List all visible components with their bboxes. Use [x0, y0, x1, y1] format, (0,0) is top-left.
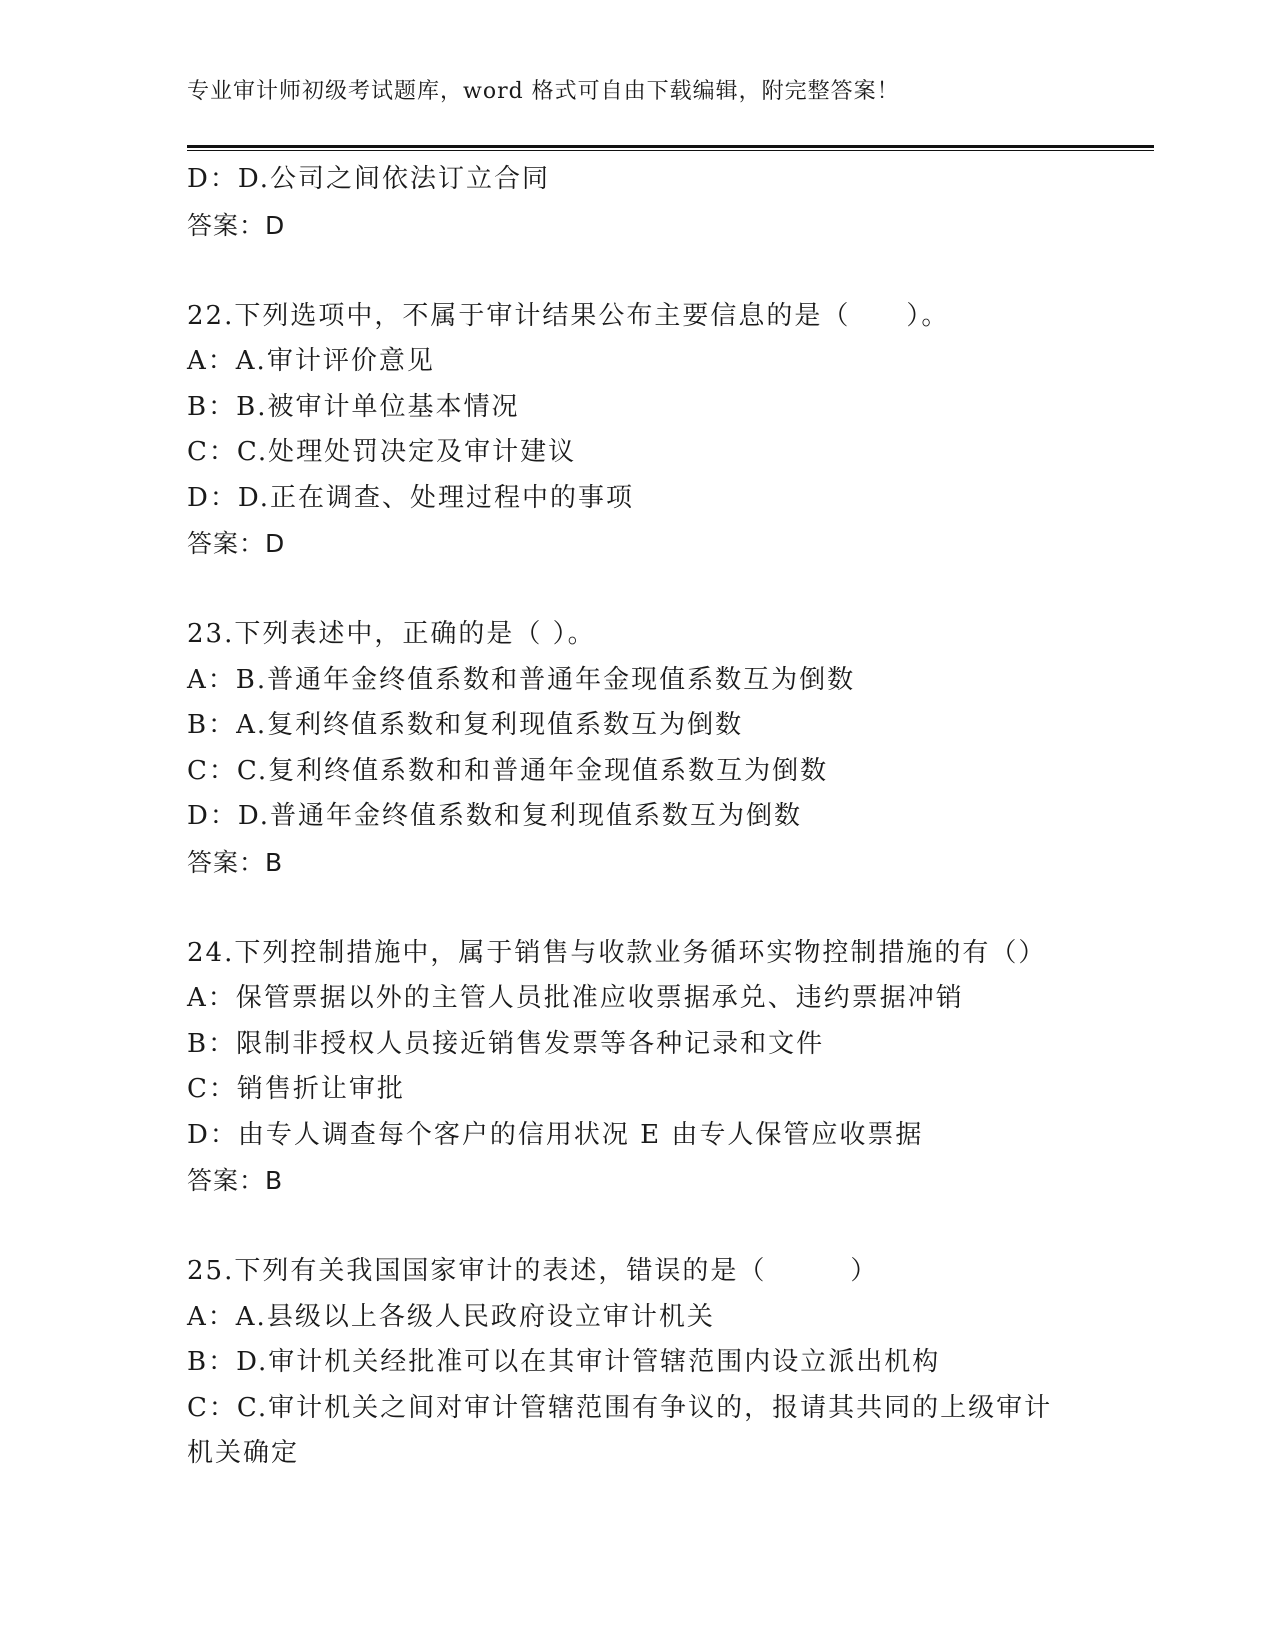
spacer: [187, 567, 1087, 613]
q23-option-c: C：C.复利终值系数和和普通年金现值系数互为倒数: [187, 755, 829, 786]
header-rule-thin: [187, 150, 1154, 151]
q25-option-c-continued: 机关确定: [187, 1438, 300, 1468]
prev-answer: 答案：D: [187, 210, 286, 240]
q24-stem: 24.下列控制措施中，属于销售与收款业务循环实物控制措施的有（）: [187, 937, 1047, 968]
q24-answer: 答案：B: [187, 1166, 284, 1195]
q23-answer: 答案：B: [187, 847, 284, 877]
q25-option-a: A：A.县级以上各级人民政府设立审计机关: [187, 1301, 715, 1332]
q24-option-a: A：保管票据以外的主管人员批准应收票据承兑、违约票据冲销: [187, 983, 964, 1013]
header-rule-thick: [187, 145, 1154, 148]
q25-option-c: C：C.审计机关之间对审计管辖范围有争议的，报请其共同的上级审计: [187, 1392, 1053, 1423]
q24-option-c: C：销售折让审批: [187, 1074, 405, 1104]
q22-stem: 22.下列选项中，不属于审计结果公布主要信息的是（ ）。: [187, 300, 950, 331]
q23-option-d: D：D.普通年金终值系数和复利现值系数互为倒数: [187, 801, 803, 831]
q23-option-a: A：B.普通年金终值系数和普通年金现值系数互为倒数: [187, 664, 856, 695]
spacer: [187, 885, 1087, 931]
page-header: 专业审计师初级考试题库，word 格式可自由下载编辑，附完整答案！: [187, 79, 900, 104]
q25-stem: 25.下列有关我国国家审计的表述，错误的是（ ）: [187, 1256, 879, 1286]
q22-option-d: D：D.正在调查、处理过程中的事项: [187, 482, 635, 513]
q23-stem: 23.下列表述中，正确的是（ ）。: [187, 619, 596, 649]
q24-option-b: B：限制非授权人员接近销售发票等各种记录和文件: [187, 1028, 825, 1059]
q22-answer: 答案：D: [187, 529, 286, 558]
q25-option-b: B：D.审计机关经批准可以在其审计管辖范围内设立派出机构: [187, 1347, 941, 1377]
prev-option-d: D：D.公司之间依法订立合同: [187, 164, 551, 194]
q22-option-c: C：C.处理处罚决定及审计建议: [187, 437, 577, 467]
q24-option-d: D：由专人调查每个客户的信用状况 E 由专人保管应收票据: [187, 1119, 924, 1150]
q22-option-b: B：B.被审计单位基本情况: [187, 391, 520, 422]
question-list: [187, 157, 1087, 1477]
spacer: [187, 248, 1087, 294]
spacer: [187, 1204, 1087, 1250]
q22-option-a: A：A.审计评价意见: [187, 346, 435, 376]
q23-option-b: B：A.复利终值系数和复利现值系数互为倒数: [187, 710, 744, 740]
